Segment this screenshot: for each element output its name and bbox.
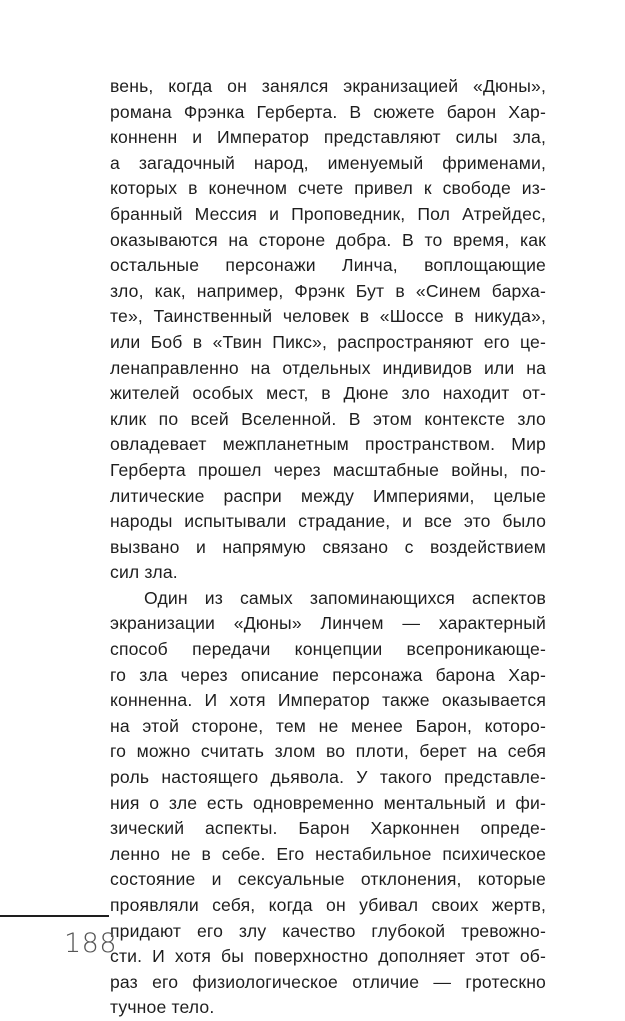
text-line: народы испытывали страдание, и все это было	[110, 511, 546, 532]
text-line: конненна. И хотя Император также оказывается	[110, 690, 546, 711]
page-number: 188	[64, 928, 118, 959]
text-line: ленаправленно на отдельных индивидов или на	[110, 357, 546, 378]
text-line: романа Фрэнка Герберта. В сюжете барон Хар-	[110, 101, 546, 122]
text-line: проявляли себя, когда он убивал своих жертв,	[110, 895, 546, 915]
text-line: Один из самых запоминающихся аспектов	[144, 587, 546, 608]
text-line: зический аспекты. Барон Харконнен опреде-	[110, 818, 546, 839]
text-line: бранный Мессия и Проповедник, Пол Атрейдес,	[110, 203, 546, 224]
text-line: те», Таинственный человек в «Шоссе в никуда»,	[110, 306, 546, 327]
text-line: конненн и Император представляют силы зла,	[110, 127, 546, 148]
text-line: вызвано и напрямую связано с воздействием	[110, 536, 546, 557]
paragraph	[110, 74, 546, 586]
text-line: клик по всей Вселенной. В этом контексте зло	[110, 408, 546, 429]
text-line: оказываются на стороне добра. В то время, как	[110, 229, 546, 250]
text-line: экранизации «Дюны» Линчем — характерный	[110, 613, 546, 634]
text-line: состояние и сексуальные отклонения, которые	[110, 869, 546, 890]
text-line: жителей особых мест, в Дюне зло находит от-	[110, 383, 546, 404]
text-line: а загадочный народ, именуемый фрименами,	[110, 152, 546, 173]
text-line: вень, когда он занялся экранизацией «Дюны»,	[110, 76, 546, 96]
text-line: литические распри между Империями, целые	[110, 485, 546, 506]
text-line: го зла через описание персонажа барона Хар-	[110, 664, 546, 685]
text-line: го можно считать злом во плоти, берет на себя	[110, 741, 546, 762]
text-line: сил зла.	[110, 562, 178, 583]
text-line: ленно не в себе. Его нестабильное психическое	[110, 843, 546, 864]
footer-rule	[0, 915, 109, 917]
text-line: роль настоящего дьявола. У такого представле-	[110, 767, 546, 788]
body-text	[110, 74, 546, 1021]
text-line: на этой стороне, тем не менее Барон, которо-	[110, 715, 546, 736]
text-line: сти. И хотя бы поверхностно дополняет этот об-	[110, 946, 546, 967]
text-line: придают его злу качество глубокой тревожно-	[110, 920, 546, 941]
text-line: тучное тело.	[110, 997, 215, 1018]
text-line: Герберта прошел через масштабные войны, по-	[110, 459, 546, 480]
paragraph	[110, 586, 546, 1021]
text-line: зло, как, например, Фрэнк Бут в «Синем барха-	[110, 280, 546, 301]
text-line: или Боб в «Твин Пикс», распространяют его це-	[110, 331, 546, 352]
text-line: овладевает межпланетным пространством. Мир	[110, 434, 546, 455]
text-line: способ передачи концепции всепроникающе-	[110, 639, 546, 660]
text-line: раз его физиологическое отличие — гротескно	[110, 971, 546, 992]
text-line: которых в конечном счете привел к свободе из-	[110, 178, 546, 199]
text-line: ния о зле есть одновременно ментальный и фи-	[110, 792, 546, 813]
text-line: остальные персонажи Линча, воплощающие	[110, 255, 546, 276]
